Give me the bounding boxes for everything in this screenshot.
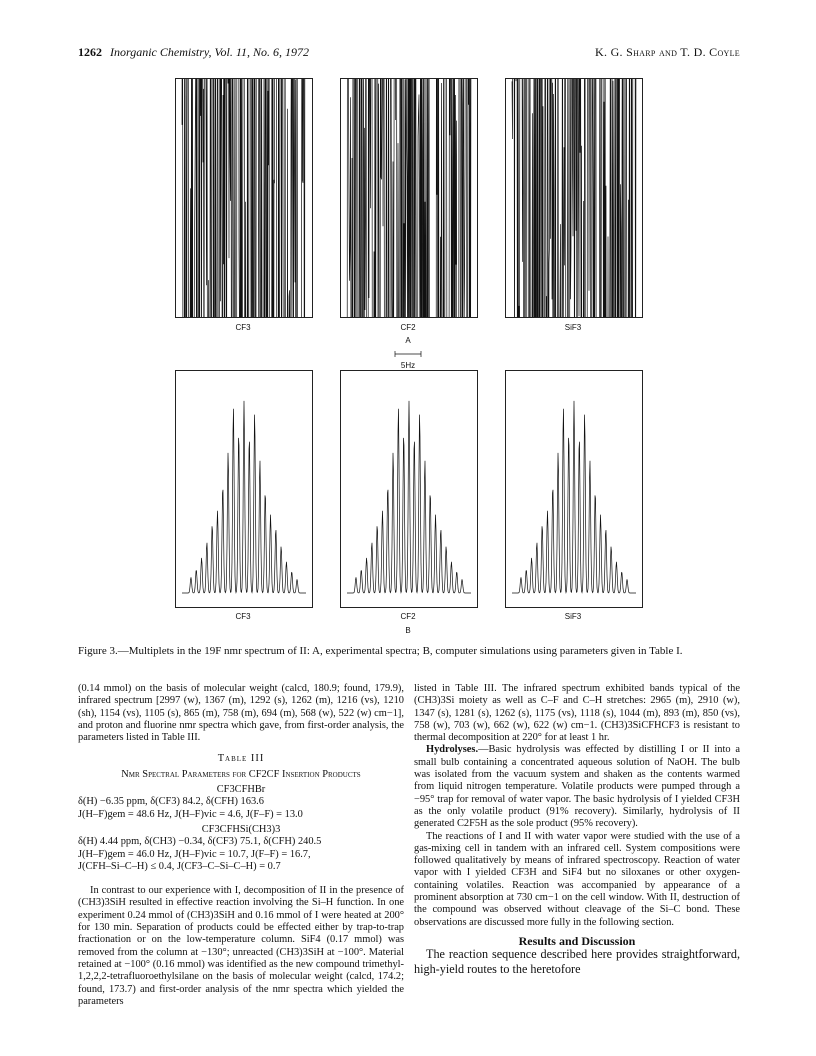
- paragraph-hydrolyses: [414, 744, 740, 830]
- journal-citation: Inorganic Chemistry, Vol. 11, No. 6, 1972: [110, 45, 309, 59]
- panel-label-b-cf2: CF2: [400, 612, 416, 621]
- run-in-heading: Hydrolyses.: [426, 744, 479, 756]
- spectrum-trace: [176, 79, 312, 317]
- table-row: δ(H) −6.35 ppm, δ(CF3) 84.2, δ(CFH) 163.6: [78, 796, 264, 808]
- table-compound-1: CF3CFHBr: [216, 784, 266, 796]
- page-number: 1262: [78, 45, 102, 59]
- table-row: J(H–F)gem = 46.0 Hz, J(H–F)vic = 10.7, J(F–F) = 16.7,: [78, 848, 311, 860]
- table-title: Table III: [217, 753, 265, 765]
- paragraph-text: —Basic hydrolysis was effected by distilling I or II into a small bulb containing a concentrated aqueous solution of NaOH. The bulb was isolated from the vacuum system and shaken as the contents warmed from liquid nitrogen temperature. Volatile products were pumped through a −95° trap for removal of water vapor. The basic hydrolysis of I yielded CF3H as the only volatile product (91% recovery). Similarly, hydrolysis of II generated C2F5H as the sole product (95% recovery).: [414, 744, 740, 830]
- table-row: δ(H) 4.44 ppm, δ(CH3) −0.34, δ(CF3) 75.1, δ(CFH) 240.5: [78, 836, 322, 848]
- table-row: J(CFH–Si–C–H) ≤ 0.4, J(CF3–C–Si–C–H) = 0.7: [78, 860, 281, 872]
- panel-label-a-cf3: CF3: [235, 323, 251, 332]
- simulation-trace: [176, 371, 312, 607]
- table-row: J(H–F)gem = 48.6 Hz, J(H–F)vic = 4.6, J(F–F) = 13.0: [78, 808, 303, 820]
- spectrum-panel-b-cf3: [175, 370, 313, 608]
- spectrum-trace: [341, 79, 477, 317]
- simulation-trace: [341, 371, 477, 607]
- paragraph: In contrast to our experience with I, decomposition of II in the presence of (CH3)3SiH resulted in effective reaction involving the Si–H function. In one experiment 0.24 mmol of (CH3)3SiH and 0.16 mmol of I were heated at 200° for 130 min. Separation of products could be effected either by trap-to-trap fractionation or on the low-temperature column. SiF4 (0.17 mmol) was removed from the column at −130°; unreacted (CH3)3SiH at −100°. Material retained at −100° (0.16 mmol) was identified as the new compound trimethyl-1,2,2,2-tetrafluoroethylsilane on the basis of molecular weight (calcd, 174.2; found, 173.7) and first-order analysis of the nmr spectra which yielded the parameters: [78, 885, 404, 1007]
- paragraph: (0.14 mmol) on the basis of molecular weight (calcd, 180.9; found, 179.9), infrared spectrum [2997 (w), 1367 (m), 1292 (s), 1262 (m), 1216 (vs), 1210 (sh), 1154 (vs), 1105 (s), 865 (m), 758 (m), 694 (m), 568 (w), 522 (w) cm−1], and proton and fluorine nmr spectra which gave, from first-order analysis, the parameters listed in Table III.: [78, 683, 404, 744]
- paragraph: The reaction sequence described here provides straightforward, high-yield routes to the heretofore: [414, 947, 740, 977]
- table-compound-2: CF3CFHSi(CH3)3: [201, 823, 281, 835]
- table-subtitle: Nmr Spectral Parameters for CF2CF Insertion Products: [121, 768, 361, 780]
- running-header-left: [78, 45, 309, 60]
- panel-label-b-cf3: CF3: [235, 612, 251, 621]
- spectrum-panel-a-cf2: [340, 78, 478, 318]
- row-letter-a: A: [405, 336, 411, 345]
- spectrum-panel-a-sif3: [505, 78, 643, 318]
- spectrum-panel-a-cf3: [175, 78, 313, 318]
- row-letter-b: B: [405, 626, 411, 635]
- running-header-authors: K. G. Sharp and T. D. Coyle: [595, 45, 740, 59]
- spectrum-panel-b-sif3: [505, 370, 643, 608]
- scale-bar-label: 5Hz: [400, 361, 416, 370]
- panel-label-a-cf2: CF2: [400, 323, 416, 332]
- paragraph: The reactions of I and II with water vapor were studied with the use of a gas-mixing cell in tandem with an infrared cell. System compositions were followed qualitatively by means of infrared spectroscopy. Reaction of water vapor with I yielded CF3H and SiF4 but no siloxanes or other oxygen-containing volatiles. Reaction was accompanied by appearance of a prominent absorption at 730 cm−1 on the cell window. With II, destruction of the compound was observed without cleavage of the Si–C bond. These observations are discussed more fully in the following section.: [414, 830, 740, 928]
- left-column: [78, 683, 404, 1008]
- scale-bar: [392, 349, 424, 359]
- panel-label-a-sif3: SiF3: [564, 323, 582, 332]
- spectrum-trace: [506, 79, 642, 317]
- spectrum-panel-b-cf2: [340, 370, 478, 608]
- section-heading: Results and Discussion: [518, 933, 636, 948]
- right-column: [414, 683, 740, 977]
- figure-caption: Figure 3.—Multiplets in the 19F nmr spectrum of II: A, experimental spectra; B, computer simulations using parameters given in Table I.: [78, 645, 683, 657]
- simulation-trace: [506, 371, 642, 607]
- panel-label-b-sif3: SiF3: [564, 612, 582, 621]
- paragraph: listed in Table III. The infrared spectrum exhibited bands typical of the (CH3)3Si moiety as well as C–F and C–H stretches: 2965 (m), 2910 (w), 1347 (s), 1281 (s), 1262 (s), 1175 (vs), 1118 (s), 1044 (m), 893 (m), 850 (vs), 758 (w), 703 (w), 662 (w), 622 (w) cm−1. (CH3)3SiCFHCF3 is resistant to thermal decomposition at 220° for at least 1 hr.: [414, 683, 740, 744]
